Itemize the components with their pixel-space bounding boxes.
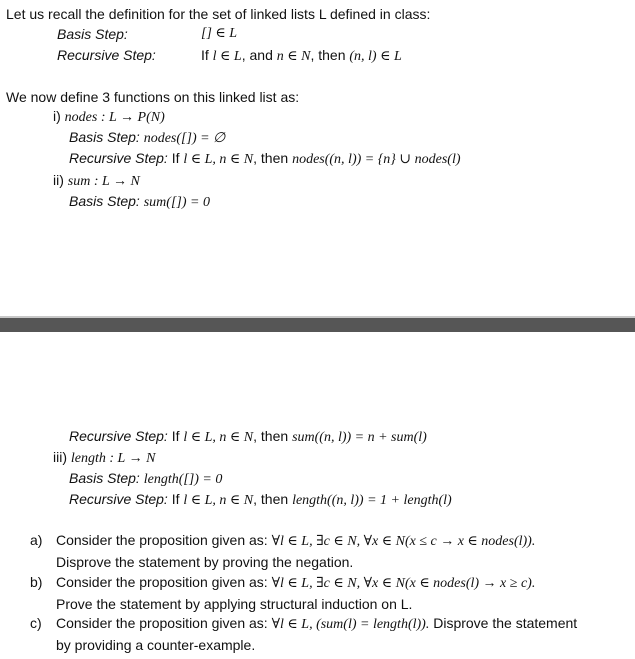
- sum-rec-label: Recursive Step:: [69, 428, 168, 444]
- length-num: iii): [53, 449, 67, 465]
- intro-line: Let us recall the definition for the set of linked lists L defined in class:: [6, 6, 431, 22]
- length-recursive: [69, 490, 452, 510]
- length-header: [53, 448, 155, 468]
- sum-header: [53, 171, 140, 191]
- length-rec-if: If: [171, 491, 180, 507]
- question-a: [30, 530, 630, 572]
- nodes-basis-expr: nodes([]) = ∅: [143, 131, 226, 146]
- recursive-and: , and: [241, 47, 273, 63]
- sum-num: ii): [53, 172, 64, 188]
- question-a-label: a): [30, 532, 43, 548]
- question-c-suffix: Disprove the statement: [433, 615, 578, 631]
- length-basis: [69, 469, 222, 489]
- recursive-then: , then: [310, 47, 346, 63]
- length-rec-label: Recursive Step:: [69, 491, 168, 507]
- nodes-signature: nodes : L → P(N): [64, 110, 165, 125]
- sum-rec-then: , then: [253, 428, 289, 444]
- recursive-step-definition: [201, 46, 402, 66]
- basis-label: Basis Step:: [57, 26, 128, 42]
- length-signature: length : L → N: [70, 451, 156, 466]
- question-b-line2: Prove the statement by applying structural induction on L.: [56, 596, 413, 612]
- nodes-rec-if: If: [171, 150, 180, 166]
- question-b: [30, 572, 630, 614]
- nodes-basis-label: Basis Step:: [69, 129, 140, 145]
- page-break-divider: [0, 318, 635, 332]
- recursive-expr3: (n, l) ∈ L: [349, 49, 402, 64]
- length-rec-then: , then: [253, 491, 289, 507]
- length-rec-expr2: length((n, l)) = 1 + length(l): [292, 493, 452, 508]
- recursive-expr2: n ∈ N: [276, 49, 311, 64]
- question-a-expr: ∀l ∈ L, ∃c ∈ N, ∀x ∈ N(x ≤ c → x ∈ nodes(l)).: [271, 534, 536, 549]
- question-b-prefix: Consider the proposition given as:: [56, 574, 268, 590]
- question-c-label: c): [30, 615, 42, 631]
- sum-basis-label: Basis Step:: [69, 193, 140, 209]
- question-b-label: b): [30, 574, 43, 590]
- basis-expr: [] ∈ L: [201, 26, 238, 41]
- nodes-rec-expr1: l ∈ L, n ∈ N: [183, 152, 254, 167]
- sum-basis-expr: sum([]) = 0: [143, 195, 210, 210]
- question-b-expr: ∀l ∈ L, ∃c ∈ N, ∀x ∈ N(x ∈ nodes(l) → x ≥ c).: [271, 576, 536, 591]
- sum-signature: sum : L → N: [67, 174, 140, 189]
- sum-rec-expr1: l ∈ L, n ∈ N: [183, 430, 254, 445]
- recursive-label: Recursive Step:: [57, 47, 156, 63]
- length-rec-expr1: l ∈ L, n ∈ N: [183, 493, 254, 508]
- recursive-if: If: [201, 47, 209, 63]
- nodes-basis: [69, 128, 225, 148]
- sum-rec-expr2: sum((n, l)) = n + sum(l): [292, 430, 427, 445]
- nodes-rec-then: , then: [253, 150, 289, 166]
- length-basis-label: Basis Step:: [69, 470, 140, 486]
- question-a-line2: Disprove the statement by proving the negation.: [56, 554, 354, 570]
- sum-recursive: [69, 427, 427, 447]
- recursive-expr1: l ∈ L: [212, 49, 242, 64]
- sum-rec-if: If: [171, 428, 180, 444]
- length-basis-expr: length([]) = 0: [143, 472, 223, 487]
- question-c: [30, 613, 630, 655]
- question-c-prefix: Consider the proposition given as:: [56, 615, 268, 631]
- functions-intro: We now define 3 functions on this linked list as:: [6, 89, 300, 105]
- nodes-header: [53, 107, 165, 127]
- question-c-expr: ∀l ∈ L, (sum(l) = length(l)).: [271, 617, 430, 632]
- question-c-line2: by providing a counter-example.: [56, 637, 256, 653]
- question-a-prefix: Consider the proposition given as:: [56, 532, 268, 548]
- nodes-recursive: [69, 149, 461, 169]
- nodes-num: i): [53, 108, 61, 124]
- nodes-rec-expr2: nodes((n, l)) = {n} ∪ nodes(l): [292, 152, 461, 167]
- nodes-rec-label: Recursive Step:: [69, 150, 168, 166]
- sum-basis: [69, 192, 210, 212]
